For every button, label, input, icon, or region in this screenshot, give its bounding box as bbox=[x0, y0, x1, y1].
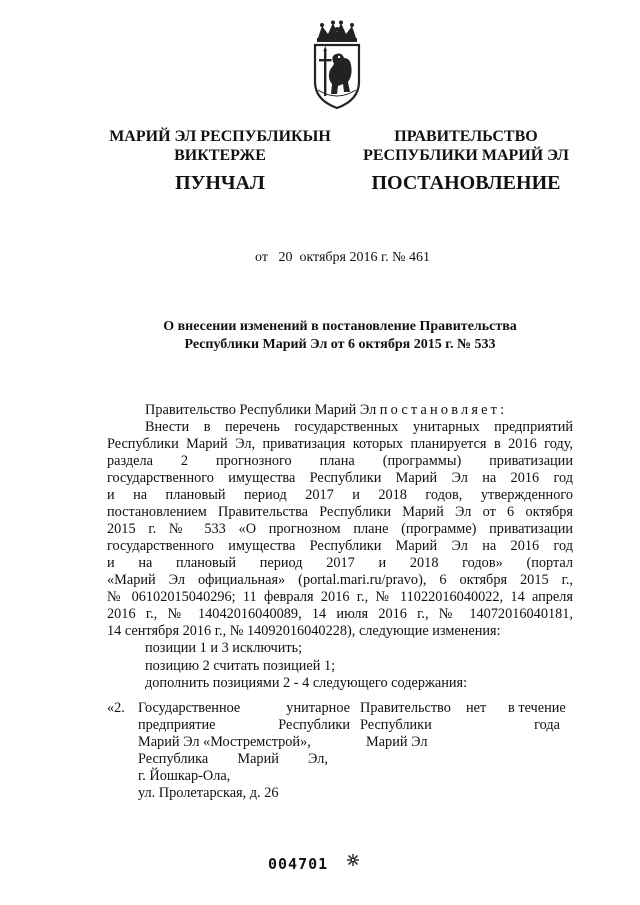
enterprise-line: г. Йошкар-Ола, bbox=[138, 768, 231, 784]
owner-line: Республики bbox=[360, 717, 432, 733]
main-paragraph bbox=[107, 419, 573, 640]
document-number: 461 bbox=[409, 250, 431, 265]
owner-line: Правительство bbox=[360, 700, 451, 716]
enterprise-line: Республика Марий Эл, bbox=[138, 751, 328, 767]
form-serial-number: 004701 bbox=[268, 855, 329, 873]
subject-line1: О внесении изменений в постановление Правительства bbox=[163, 319, 517, 334]
paragraph-line: 2016 г., № 14042016040089, 14 июля 2016 г., № 14072016040181, bbox=[107, 606, 573, 622]
paragraph-line: и на плановый период 2017 и 2018 годов» (портал bbox=[107, 555, 573, 571]
header-right-line2: РЕСПУБЛИКИ МАРИЙ ЭЛ bbox=[363, 147, 569, 164]
date-day: 20 bbox=[278, 250, 293, 265]
doc-type-mari: ПУНЧАЛ bbox=[175, 172, 265, 194]
header-left bbox=[100, 127, 340, 165]
enterprise-line: Государственное унитарное bbox=[138, 700, 350, 716]
paragraph-line: № 06102015040296; 11 февраля 2016 г., № 11022016040022, 14 апреля bbox=[107, 589, 573, 605]
intro-prefix: Правительство Республики Марий Эл bbox=[145, 402, 377, 418]
paragraph-line: Внести в перечень государственных унитарных предприятий bbox=[145, 419, 573, 435]
paragraph-line: государственного имущества Республики Марий Эл на 2016 год bbox=[107, 538, 573, 554]
paragraph-line: постановлением Правительства Республики Марий Эл от 6 октября bbox=[107, 504, 573, 520]
ornament-icon bbox=[346, 853, 360, 867]
header-right-line1: ПРАВИТЕЛЬСТВО bbox=[394, 128, 538, 145]
paragraph-line: и на плановый период 2017 и 2018 годов, утвержденного bbox=[107, 487, 573, 503]
intro-verb: постановляет: bbox=[379, 402, 508, 418]
paragraph-line: государственного имущества Республики Марий Эл на 2016 год bbox=[107, 470, 573, 486]
enterprise-line: ул. Пролетарская, д. 26 bbox=[138, 785, 279, 801]
owner-line: Марий Эл bbox=[366, 734, 428, 750]
table-cell-owner bbox=[360, 700, 451, 751]
intro-line bbox=[145, 402, 507, 419]
paragraph-line: 2015 г. № 533 «О прогнозном плане (программе) приватизации bbox=[107, 521, 573, 537]
mari-el-coat-of-arms bbox=[304, 20, 370, 112]
header-left-line1: МАРИЙ ЭЛ РЕСПУБЛИКЫН bbox=[109, 128, 331, 145]
date-month-year: октября 2016 г. № bbox=[299, 250, 406, 265]
paragraph-line: Республики Марий Эл, приватизация которых планируется в 2016 году, bbox=[107, 436, 573, 452]
table-cell-value: нет bbox=[466, 700, 487, 716]
list-item: позиции 1 и 3 исключить; bbox=[145, 640, 303, 656]
document-subject bbox=[120, 318, 560, 354]
table-cell-term bbox=[508, 700, 576, 734]
list-item: позицию 2 считать позицией 1; bbox=[145, 657, 336, 674]
header-right bbox=[360, 127, 572, 165]
paragraph-line: раздела 2 прогнозного плана (программы) приватизации bbox=[107, 453, 573, 469]
paragraph-line: 14 сентября 2016 г., № 14092016040228), следующие изменения: bbox=[107, 623, 501, 639]
table-row-number: «2. bbox=[107, 700, 125, 716]
paragraph-line: «Марий Эл официальная» (portal.mari.ru/pravo), 6 октября 2015 г., bbox=[107, 572, 573, 588]
header-left-line2: ВИКТЕРЖЕ bbox=[174, 147, 266, 164]
date-prefix: от bbox=[255, 250, 268, 265]
table-cell-enterprise bbox=[138, 700, 350, 802]
change-list bbox=[145, 640, 467, 693]
subject-line2: Республики Марий Эл от 6 октября 2015 г. № 533 bbox=[184, 337, 496, 352]
doc-type-russian: ПОСТАНОВЛЕНИЕ bbox=[371, 172, 561, 194]
list-item: дополнить позициями 2 - 4 следующего содержания: bbox=[145, 675, 468, 691]
term-line: года bbox=[534, 717, 560, 733]
term-line: в течение bbox=[508, 700, 566, 716]
enterprise-line: Марий Эл «Мостремстрой», bbox=[138, 734, 311, 750]
enterprise-line: предприятие Республики bbox=[138, 717, 350, 733]
date-number-line bbox=[255, 250, 430, 266]
